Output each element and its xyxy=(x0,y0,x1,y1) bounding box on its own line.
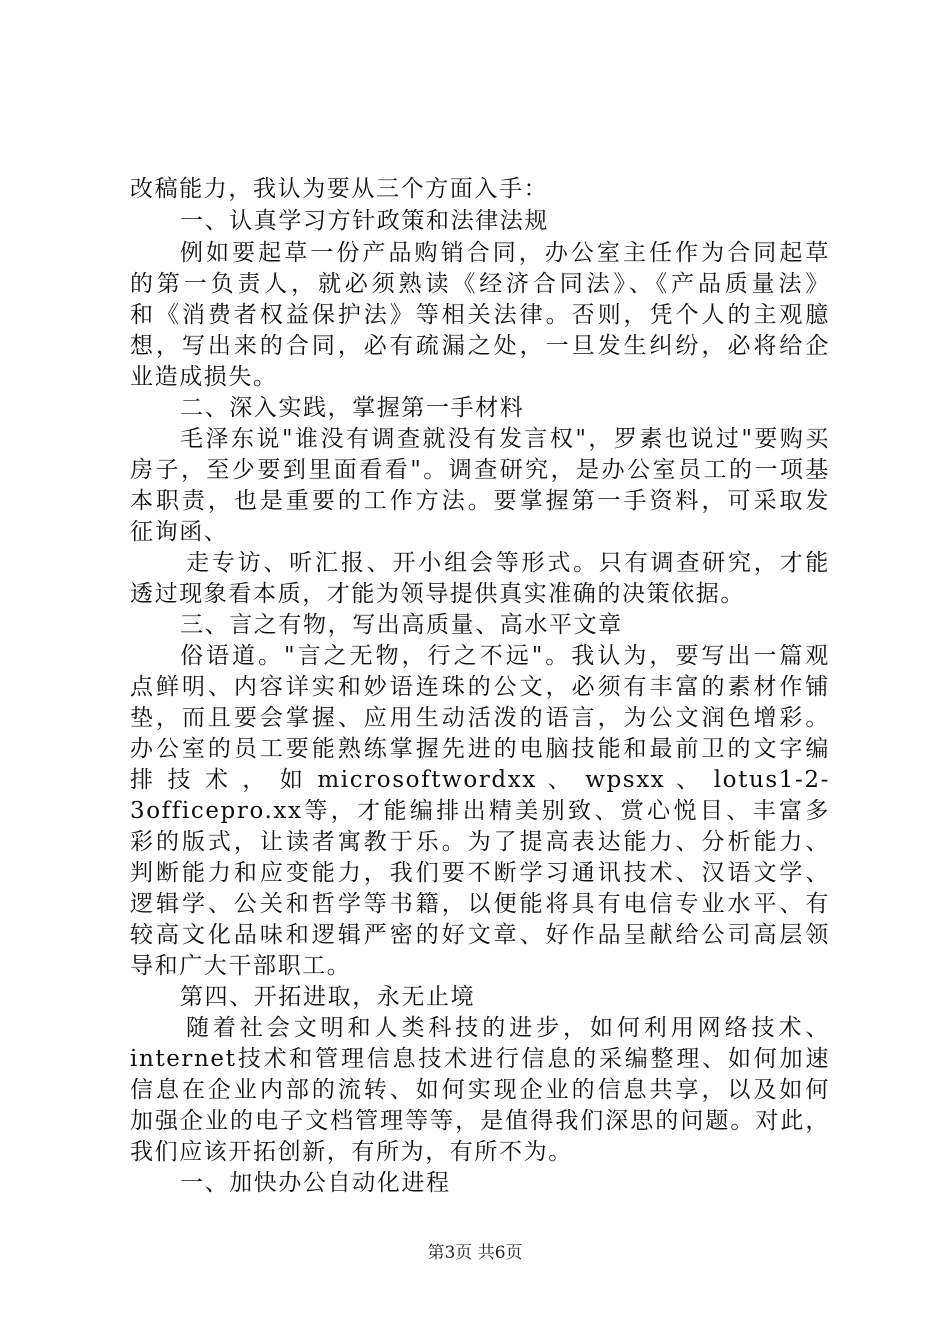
text-line: 加强企业的电子文档管理等等，是值得我们深思的问题。对此， xyxy=(130,1108,830,1134)
text-line: 走专访、听汇报、开小组会等形式。只有调查研究，才能 xyxy=(186,550,830,576)
text-line: 本职责，也是重要的工作方法。要掌握第一手资料，可采取发 xyxy=(130,488,830,514)
section-heading: 一、加快办公自动化进程 xyxy=(180,1170,451,1196)
text-line: 房子，至少要到里面看看"。调查研究，是办公室员工的一项基 xyxy=(130,457,830,483)
section-heading: 二、深入实践，掌握第一手材料 xyxy=(180,395,525,421)
text-line: 判断能力和应变能力，我们要不断学习通讯技术、汉语文学、 xyxy=(130,860,830,886)
section-heading: 三、言之有物，写出高质量、高水平文章 xyxy=(180,612,623,638)
text-line: 随着社会文明和人类科技的进步，如何利用网络技术、 xyxy=(186,1015,830,1041)
text-line: 透过现象看本质，才能为领导提供真实准确的决策依据。 xyxy=(130,581,745,607)
text-line: 导和广大干部职工。 xyxy=(130,953,352,979)
text-line: 我们应该开拓创新，有所为，有所不为。 xyxy=(130,1139,573,1165)
section-heading: 一、认真学习方针政策和法律法规 xyxy=(180,208,549,234)
text-line: 征询函、 xyxy=(130,519,229,545)
text-line: 改稿能力，我认为要从三个方面入手： xyxy=(130,176,549,202)
text-line: 3officepro.xx等，才能编排出精美别致、赏心悦目、丰富多 xyxy=(130,798,830,824)
text-line: internet技术和管理信息技术进行信息的采编整理、如何加速 xyxy=(130,1046,830,1072)
text-line: 较高文化品味和逻辑严密的好文章、好作品呈献给公司高层领 xyxy=(130,922,830,948)
text-line: 的第一负责人，就必须熟读《经济合同法》、《产品质量法》 xyxy=(130,271,830,297)
text-line: 点鲜明、内容详实和妙语连珠的公文，必须有丰富的素材作铺 xyxy=(130,674,830,700)
text-line: 彩的版式，让读者寓教于乐。为了提高表达能力、分析能力、 xyxy=(130,829,830,855)
text-line: 信息在企业内部的流转、如何实现企业的信息共享，以及如何 xyxy=(130,1077,830,1103)
text-line: 想，写出来的合同，必有疏漏之处，一旦发生纠纷，必将给企 xyxy=(130,333,830,359)
page-number-footer: 第3页 共6页 xyxy=(427,1243,523,1263)
text-line: 业造成损失。 xyxy=(130,364,278,390)
text-line: 垫，而且要会掌握、应用生动活泼的语言，为公文润色增彩。 xyxy=(130,705,830,731)
text-line: 毛泽东说"谁没有调查就没有发言权"，罗素也说过"要购买 xyxy=(180,426,830,452)
text-line: 俗语道。"言之无物，行之不远"。我认为，要写出一篇观 xyxy=(180,643,830,669)
text-line: 逻辑学、公关和哲学等书籍，以便能将具有电信专业水平、有 xyxy=(130,891,830,917)
text-line: 排 技 术 ， 如 microsoftwordxx 、 wpsxx 、 lotus1-2- xyxy=(130,767,830,793)
section-heading: 第四、开拓进取，永无止境 xyxy=(180,984,476,1010)
text-line: 和《消费者权益保护法》等相关法律。否则，凭个人的主观臆 xyxy=(130,302,830,328)
text-line: 办公室的员工要能熟练掌握先进的电脑技能和最前卫的文字编 xyxy=(130,736,830,762)
text-line: 例如要起草一份产品购销合同，办公室主任作为合同起草 xyxy=(180,240,830,266)
